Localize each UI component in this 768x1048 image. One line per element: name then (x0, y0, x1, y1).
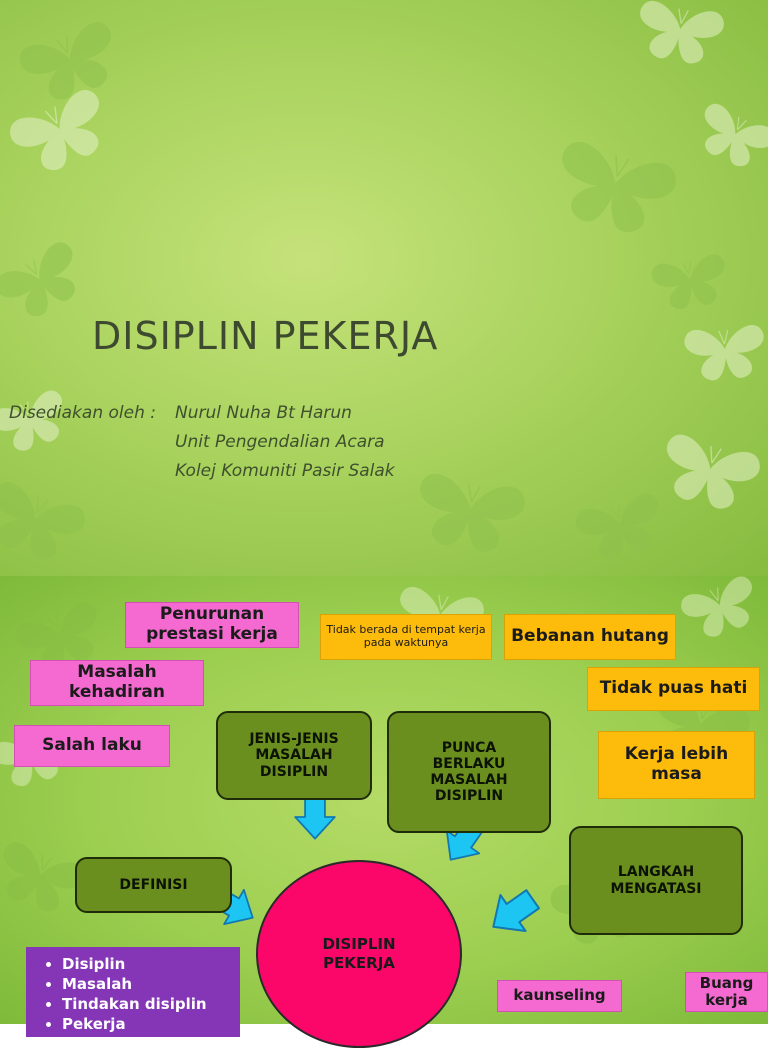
cause-item-tidak-berada: Tidak berada di tempat kerja pada waktunya (320, 614, 492, 660)
definition-box: DEFINISI (75, 857, 232, 913)
center-topic (256, 860, 462, 1048)
type-item-kehadiran: Masalah kehadiran (30, 660, 204, 706)
definition-item: • Pekerja (62, 1014, 230, 1034)
causes-box: PUNCA BERLAKU MASALAH DISIPLIN (387, 711, 551, 833)
type-item-penurunan: Penurunan prestasi kerja (125, 602, 299, 648)
center-topic-label: DISIPLIN PEKERJA (322, 935, 396, 972)
author-institution: Kolej Komuniti Pasir Salak (175, 461, 395, 481)
definition-item: • Tindakan disiplin (62, 994, 230, 1014)
steps-box: LANGKAH MENGATASI (569, 826, 743, 935)
author-unit: Unit Pengendalian Acara (175, 432, 385, 452)
definition-item: • Masalah (62, 974, 230, 994)
author-name: Nurul Nuha Bt Harun (175, 403, 352, 423)
blue-arrow-langkah (481, 881, 546, 945)
cause-item-tidak-puas-hati: Tidak puas hati (587, 667, 760, 711)
types-box: JENIS-JENIS MASALAH DISIPLIN (216, 711, 372, 800)
step-item-kaunseling: kaunseling (497, 980, 622, 1012)
definition-item: • Disiplin (62, 954, 230, 974)
cause-item-bebanan-hutang: Bebanan hutang (504, 614, 676, 660)
blue-arrow-jenis (295, 795, 335, 838)
prepared-by-label: Disediakan oleh : (9, 403, 156, 423)
step-item-buang-kerja: Buang kerja (685, 972, 768, 1012)
type-item-salah-laku: Salah laku (14, 725, 170, 767)
cause-item-kerja-lebih-masa: Kerja lebih masa (598, 731, 755, 799)
slide-title: DISIPLIN PEKERJA (92, 314, 439, 358)
